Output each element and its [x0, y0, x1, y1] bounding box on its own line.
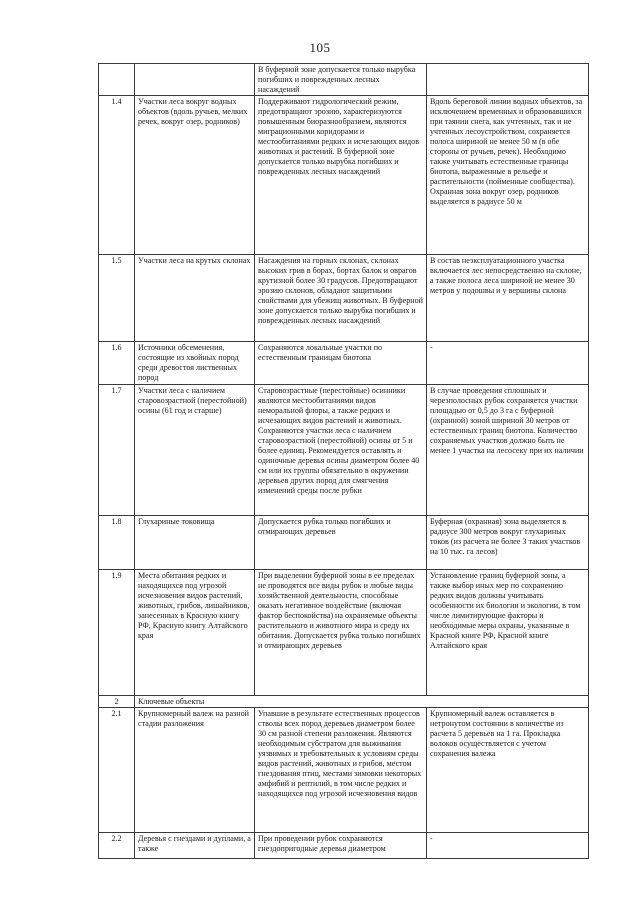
measures-cell: - — [427, 342, 589, 385]
description-cell: Сохраняются локальные участки по естественным границам биотопа — [255, 342, 427, 385]
row-number-cell: 2.2 — [99, 833, 135, 859]
row-number-cell: 1.7 — [99, 385, 135, 516]
table-row — [99, 516, 589, 570]
forest-protection-table — [98, 63, 589, 859]
table-row — [99, 64, 589, 96]
section-row — [99, 696, 589, 708]
table-row — [99, 708, 589, 833]
page-number: 105 — [309, 40, 331, 55]
measures-cell: Вдоль береговой линии водных объектов, за исключением временных и образовавшихся при таянии снега, как учтенных, так и не учтенных лесоустройством, сохраняется полоса шириной не менее 50 м (в обе стороны от ручьев, речек). Необходимо также учитывать естественные границы биотопа, выраженные в рельефе и растительности (пойменные сообщества). Охранная зона вокруг озер, родников выделяется в радиусе 50 м — [427, 96, 589, 255]
row-number-cell: 2.1 — [99, 708, 135, 833]
measures-cell — [427, 64, 589, 96]
measures-cell: - — [427, 833, 589, 859]
measures-cell: В состав неэксплуатационного участка включается лес непосредственно на склоне, а также полоса леса шириной не менее 30 метров у подошвы и у вершины склона — [427, 255, 589, 342]
object-cell: Деревья с гнездами и дуплами, а также — [135, 833, 255, 859]
measures-cell: Крупномерный валеж оставляется в нетронутом состоянии в количестве из расчета 5 деревьев на 1 га. Прокладка волоков осуществляется с учетом сохранения валежа — [427, 708, 589, 833]
table-row — [99, 570, 589, 696]
description-cell: Поддерживают гидрологический режим, предотвращают эрозию, характеризуются повышенным биоразнообразием, являются миграционными коридорами и местообитаниями редких и исчезающих видов животных и растений. В буферной зоне допускается только вырубка погибших и поврежденных лесных насаждений — [255, 96, 427, 255]
measures-cell: Буферная (охранная) зона выделяется в радиусе 300 метров вокруг глухариных токов (из расчета не более 3 таких участков на 10 тыс. га лесов) — [427, 516, 589, 570]
object-cell: Участки леса на крутых склонах — [135, 255, 255, 342]
row-number-cell: 1.6 — [99, 342, 135, 385]
description-cell: Старовозрастные (перестойные) осинники являются местообитаниями видов неморальной флоры, а также редких и исчезающих видов растений и животных. Сохраняются участки леса с наличием старовозрастной (перестойной) осины от 5 и более единиц. Рекомендуется оставлять и одиночные деревья осины диаметром более 40 см или их группы обязательно в окружении деревьев других пород для смягчения изменений среды после рубки — [255, 385, 427, 516]
row-number-cell: 1.4 — [99, 96, 135, 255]
table-row — [99, 833, 589, 859]
description-cell: Упавшие в результате естественных процессов стволы всех пород деревьев диаметром более 30 см разной степени разложения. Являются необходимым субстратом для выживания уязвимых и требовательных к условиям среды видов растений, животных и грибов, местом гнездования птиц, местами зимовки некоторых амфибий и рептилий, в том числе редких и находящихся под угрозой исчезновения видов — [255, 708, 427, 833]
section-number-cell: 2 — [99, 696, 135, 708]
row-number-cell: 1.5 — [99, 255, 135, 342]
object-cell: Участки леса с наличием старовозрастной (перестойной) осины (61 год и старше) — [135, 385, 255, 516]
object-cell: Источники обсеменения, состоящие из хвойных пород среди древостоя лиственных пород — [135, 342, 255, 385]
row-number-cell: 1.9 — [99, 570, 135, 696]
object-cell: Крупномерный валеж на разной стадии разложения — [135, 708, 255, 833]
row-number-cell: 1.8 — [99, 516, 135, 570]
description-cell: В буферной зоне допускается только вырубка погибших и поврежденных лесных насаждений — [255, 64, 427, 96]
description-cell: При выделении буферной зоны в ее пределах не проводятся все виды рубок и любые виды хозяйственной деятельности, способные оказать негативное воздействие (включая фактор беспокойства) на охраняемые объекты растительного и животного мира и среду их обитания. Допускается рубка только погибших и отмирающих деревьев — [255, 570, 427, 696]
table-row — [99, 385, 589, 516]
table-row — [99, 96, 589, 255]
description-cell: Насаждения на горных склонах, склонах высоких грив в борах, бортах балок и оврагов крутизной более 30 градусов. Предотвращают эрозию склонов, обладают защитными свойствами для убежищ животных. В буферной зоне допускается только вырубка погибших и поврежденных лесных насаждений — [255, 255, 427, 342]
measures-cell: Установление границ буферной зоны, а также выбор иных мер по сохранению редких видов должны учитывать особенности их биологии и экологии, в том числе лимитирующие факторы и необходимые меры охраны, указанные в Красной книге РФ, Красной книге Алтайского края — [427, 570, 589, 696]
description-cell: При проведении рубок сохраняются гнездопригодные деревья диаметром — [255, 833, 427, 859]
table-row — [99, 342, 589, 385]
object-cell: Участки леса вокруг водных объектов (вдоль ручьев, мелких речек, вокруг озер, родников) — [135, 96, 255, 255]
section-title-cell: Ключевые объекты — [135, 696, 589, 708]
description-cell: Допускается рубка только погибших и отмирающих деревьев — [255, 516, 427, 570]
object-cell — [135, 64, 255, 96]
object-cell: Глухариные токовища — [135, 516, 255, 570]
table-row — [99, 255, 589, 342]
row-number-cell — [99, 64, 135, 96]
measures-cell: В случае проведения сплошных и черезполосных рубок сохраняется участки площадью от 0,5 до 3 га с буферной (охранной) зоной шириной 30 метров от естественных границ биотопа. Количество сохраняемых участков должно быть не менее 1 участка на лесосеку при их наличии — [427, 385, 589, 516]
object-cell: Места обитания редких и находящихся под угрозой исчезновения видов растений, животных, грибов, лишайников, занесенных в Красную книгу РФ, Красную книгу Алтайского края — [135, 570, 255, 696]
